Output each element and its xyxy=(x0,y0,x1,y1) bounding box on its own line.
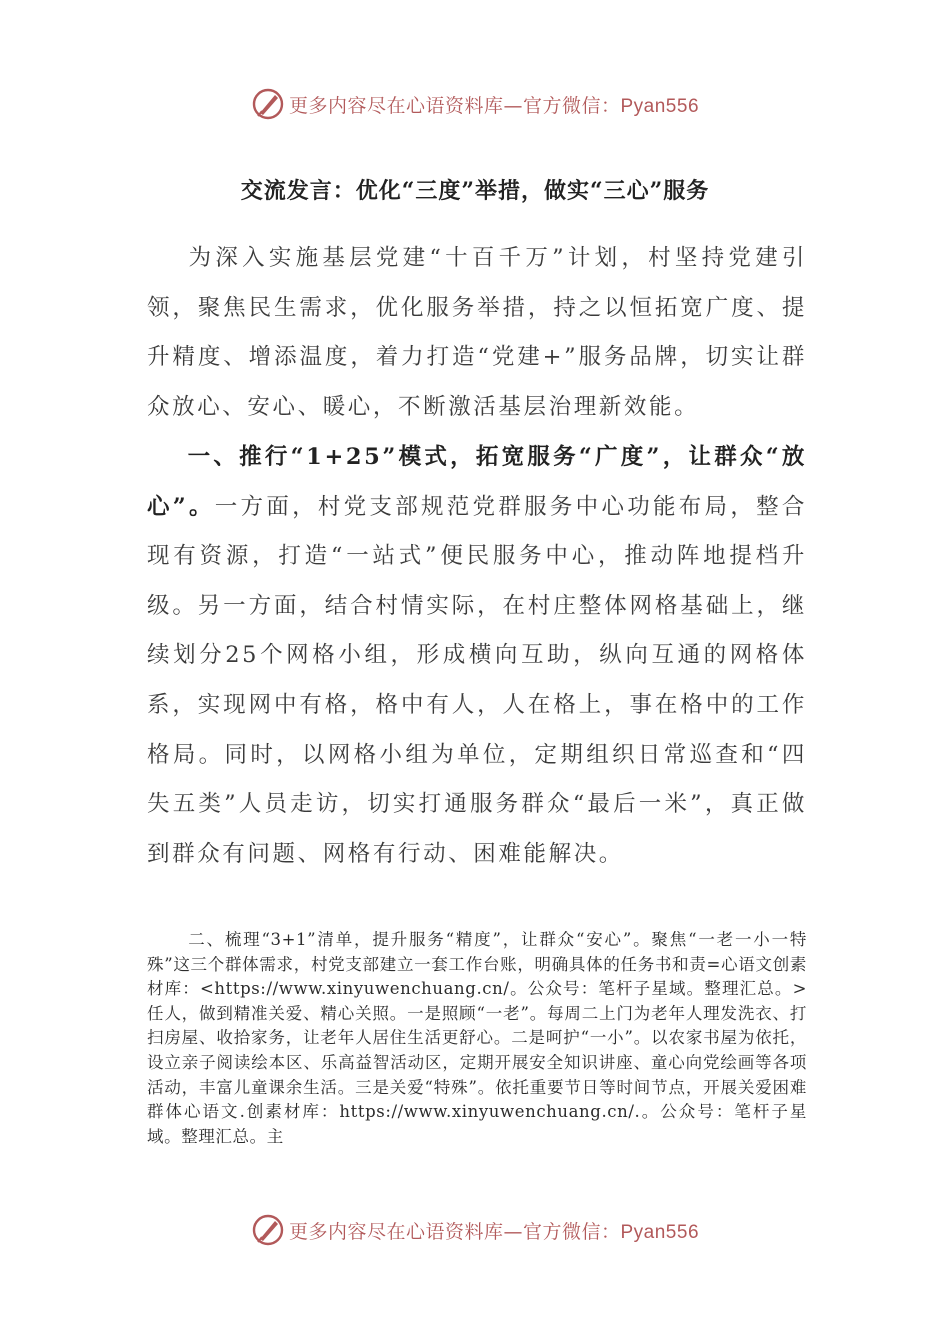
banner-label: 更多内容尽在心语资料库—官方微信： xyxy=(288,94,621,117)
section-2-paragraph xyxy=(147,928,807,1149)
quill-logo-icon xyxy=(251,87,285,121)
banner-label: 更多内容尽在心语资料库—官方微信： xyxy=(288,1220,621,1243)
header-banner xyxy=(0,84,950,124)
intro-paragraph xyxy=(147,234,807,432)
section-1-heading: 一、推行“1+25”模式，拓宽服务“广度”，让群众“放心”。 xyxy=(147,444,807,520)
section-2-text: 二、梳理“3+1”清单，提升服务“精度”，让群众“安心”。聚焦“一老一小一特殊”这三个群体需求，村党支部建立一套工作台账，明确具体的任务书和责=心语文创素材库：<https://www.xinyuwenchuang.cn/。公众号：笔杆子星域。整理汇总。>任人，做到精准关爱、精心关照。一是照顾“一老”。每周二上门为老年人理发洗衣、打扫房屋、收拾家务，让老年人居住生活更舒心。二是呵护“一小”。以农家书屋为依托，设立亲子阅读绘本区、乐高益智活动区，定期开展安全知识讲座、童心向党绘画等各项活动，丰富儿童课余生活。三是关爱“特殊”。依托重要节日等时间节点，开展关爱困难群体心语文.创素材库：https://www.xinyuwenchuang.cn/.。公众号：笔杆子星域。整理汇总。主 xyxy=(147,930,807,1146)
section-1-body: 一方面，村党支部规范党群服务中心功能布局，整合现有资源，打造“一站式”便民服务中心，推动阵地提档升级。另一方面，结合村情实际，在村庄整体网格基础上，继续划分25个网格小组，形成横向互助，纵向互通的网格体系，实现网中有格，格中有人，人在格上，事在格中的工作格局。同时，以网格小组为单位，定期组织日常巡查和“四失五类”人员走访，切实打通服务群众“最后一米”，真正做到群众有问题、网格有行动、困难能解决。 xyxy=(147,493,807,867)
document-title: 交流发言：优化“三度”举措，做实“三心”服务 xyxy=(240,178,710,204)
banner-wechat-id: Pyan556 xyxy=(620,1221,700,1243)
section-1-paragraph xyxy=(147,433,807,879)
banner-text xyxy=(289,1217,699,1244)
quill-logo-icon xyxy=(251,1213,285,1247)
banner-wechat-id: Pyan556 xyxy=(620,95,700,117)
banner-text xyxy=(289,91,699,118)
footer-banner xyxy=(0,1210,950,1250)
intro-text: 为深入实施基层党建“十百千万”计划，村坚持党建引领，聚焦民生需求，优化服务举措，持之以恒拓宽广度、提升精度、增添温度，着力打造“党建+”服务品牌，切实让群众放心、安心、暖心，不断激活基层治理新效能。 xyxy=(147,245,807,420)
